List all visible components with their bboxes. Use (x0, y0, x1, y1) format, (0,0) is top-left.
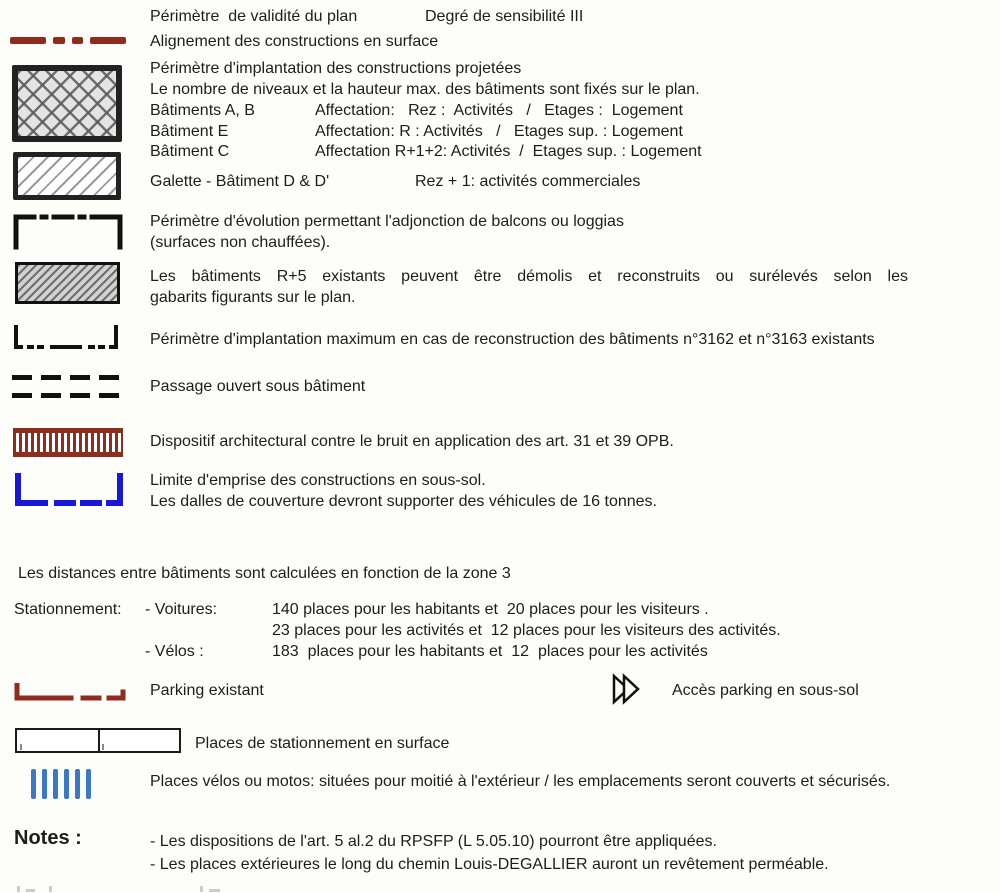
r5-line2: gabarits figurants sur le plan. (150, 289, 356, 306)
distances-note: Les distances entre bâtiments sont calculées en fonction de la zone 3 (18, 565, 511, 582)
building-affectation: Affectation R+1+2: Activités / Etages sup. : Logement (315, 143, 702, 160)
building-affectation: Affectation: Rez : Activités / Etages : Logement (315, 102, 683, 119)
notes-item: - Les dispositions de l'art. 5 al.2 du RPSFP (L 5.05.10) pourront être appliquées. (150, 833, 717, 850)
galette-label: Galette - Bâtiment D & D' (150, 173, 330, 190)
existing-parking-label: Parking existant (150, 682, 264, 699)
building-affectation: Affectation: R : Activités / Etages sup. : Logement (315, 123, 683, 140)
noise-barrier-symbol (13, 428, 123, 457)
noise-barrier-label: Dispositif architectural contre le bruit en application des art. 31 et 39 OPB. (150, 433, 674, 450)
implantation-line1: Périmètre d'implantation des constructions projetées (150, 60, 522, 77)
building-row (150, 142, 702, 162)
bike-spaces-label: Places vélos ou motos: situées pour moitié à l'extérieur / les emplacements seront couverts et sécurisés. (150, 773, 891, 790)
bike-spaces-symbol (31, 769, 91, 799)
voitures-label: - Voitures: (145, 601, 218, 618)
building-row (150, 101, 683, 121)
underground-parking-access-label: Accès parking en sous-sol (672, 682, 859, 699)
passage-label: Passage ouvert sous bâtiment (150, 378, 366, 395)
implantation-line2: Le nombre de niveaux et la hauteur max. des bâtiments sont fixés sur le plan. (150, 81, 700, 98)
underground-limit-line2: Les dalles de couverture devront supporter des véhicules de 16 tonnes. (150, 493, 657, 510)
r5-line1: Les bâtiments R+5 existants peuvent être démolis et reconstruits ou surélevés selon les (150, 268, 908, 285)
underground-limit-line1: Limite d'emprise des constructions en sous-sol. (150, 472, 486, 489)
building-name: Bâtiment E (150, 123, 229, 140)
sensitivity-degree-label: Degré de sensibilité III (425, 8, 584, 25)
max-perimeter-symbol (12, 324, 127, 351)
surface-parking-label: Places de stationnement en surface (195, 735, 450, 752)
existing-parking-symbol (13, 683, 128, 703)
voitures-line2: 23 places pour les activités et 12 places pour les visiteurs des activités. (272, 622, 781, 639)
alignement-label: Alignement des constructions en surface (150, 33, 439, 50)
r5-hatch-symbol (15, 262, 120, 304)
validity-label: Périmètre de validité du plan (150, 8, 358, 25)
passage-symbol (12, 375, 122, 411)
evolution-line2: (surfaces non chauffées). (150, 234, 331, 251)
underground-parking-access-icon (608, 673, 642, 705)
surface-parking-stalls-symbol (15, 728, 181, 753)
max-perimeter-label: Périmètre d'implantation maximum en cas de reconstruction des bâtiments n°3162 et n°3163 existants (150, 331, 875, 348)
galette-value: Rez + 1: activités commerciales (415, 173, 641, 190)
building-name: Bâtiments A, B (150, 102, 255, 119)
stationnement-title: Stationnement: (14, 601, 122, 618)
building-name: Bâtiment C (150, 143, 230, 160)
building-row (150, 122, 683, 142)
voitures-line1: 140 places pour les habitants et 20 places pour les visiteurs . (272, 601, 709, 618)
notes-title: Notes : (14, 827, 82, 849)
underground-limit-symbol (13, 473, 125, 509)
implantation-hatch-symbol (12, 65, 122, 142)
alignement-symbol (10, 37, 126, 44)
velos-line1: 183 places pour les habitants et 12 places pour les activités (272, 643, 708, 660)
notes-item: - Les places extérieures le long du chemin Louis-DEGALLIER auront un revêtement perméable. (150, 856, 829, 873)
evolution-line1: Périmètre d'évolution permettant l'adjonction de balcons ou loggias (150, 213, 624, 230)
evolution-perimeter-symbol (12, 213, 124, 251)
velos-label: - Vélos : (145, 643, 204, 660)
galette-hatch-symbol (13, 152, 121, 200)
